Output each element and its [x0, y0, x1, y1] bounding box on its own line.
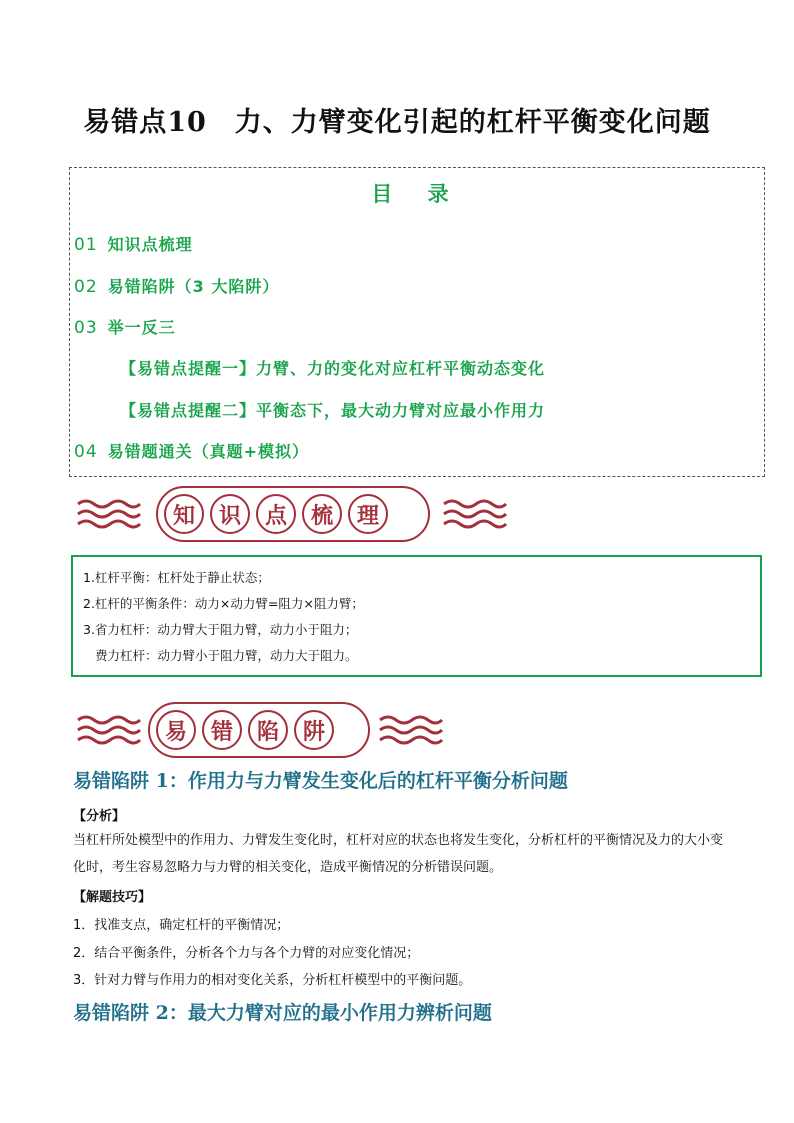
trap-1-title: 易错陷阱 1：作用力与力臂发生变化后的杠杆平衡分析问题 [73, 770, 568, 792]
banner-char: 错 [202, 710, 242, 750]
tip-step-2: 2．结合平衡条件，分析各个力与各个力臂的对应变化情况； [73, 946, 420, 961]
knowledge-line-4: 费力杠杆：动力臂小于阻力臂，动力大于阻力。 [95, 648, 358, 663]
toc-item-03[interactable]: 03 举一反三 [74, 318, 176, 338]
toc-item-01[interactable]: 01 知识点梳理 [74, 235, 193, 255]
analysis-paragraph: 当杠杆所处模型中的作用力、力臂发生变化时，杠杆对应的状态也将发生变化，分析杠杆的平衡情况及力的大小变化时，考生容易忽略力与力臂的相关变化，造成平衡情况的分析错误问题。 [73, 833, 724, 875]
trap-2-title: 易错陷阱 2：最大力臂对应的最小作用力辨析问题 [73, 1002, 492, 1024]
knowledge-summary-box [71, 555, 762, 677]
tips-label: 【解题技巧】 [73, 890, 152, 905]
banner-char: 理 [348, 494, 388, 534]
banner-char: 梳 [302, 494, 342, 534]
toc-subitem-reminder-1[interactable]: 【易错点提醒一】力臂、力的变化对应杠杆平衡动态变化 [120, 359, 546, 378]
banner-char: 易 [156, 710, 196, 750]
banner-char: 陷 [248, 710, 288, 750]
left-wave-icon [76, 702, 142, 758]
right-wave-icon [378, 702, 444, 758]
knowledge-line-3: 3.省力杠杆：动力臂大于阻力臂，动力小于阻力； [83, 622, 358, 637]
knowledge-line-1: 1.杠杆平衡：杠杆处于静止状态； [83, 570, 270, 585]
traps-banner-chars [156, 702, 334, 750]
title-prefix: 易错点10 [83, 107, 207, 138]
traps-banner [76, 702, 716, 762]
knowledge-banner [76, 486, 716, 546]
knowledge-banner-chars [164, 486, 388, 534]
banner-char: 知 [164, 494, 204, 534]
title-main: 力、力臂变化引起的杠杆平衡变化问题 [234, 107, 711, 138]
toc-item-04[interactable]: 04 易错题通关（真题+模拟） [74, 442, 310, 462]
left-wave-icon [76, 486, 142, 542]
toc-item-02[interactable]: 02 易错陷阱（3 大陷阱） [74, 277, 280, 297]
knowledge-line-2: 2.杠杆的平衡条件：动力×动力臂=阻力×阻力臂； [83, 596, 364, 611]
analysis-label: 【分析】 [73, 809, 126, 824]
tip-step-1: 1．找准支点，确定杠杆的平衡情况； [73, 918, 290, 933]
banner-char: 点 [256, 494, 296, 534]
right-wave-icon [442, 486, 508, 542]
table-of-contents [69, 167, 765, 477]
toc-heading: 目 录 [371, 182, 463, 206]
page-title [0, 100, 794, 139]
toc-subitem-reminder-2[interactable]: 【易错点提醒二】平衡态下，最大动力臂对应最小作用力 [120, 401, 546, 420]
tip-step-3: 3．针对力臂与作用力的相对变化关系，分析杠杆模型中的平衡问题。 [73, 973, 472, 988]
banner-char: 识 [210, 494, 250, 534]
banner-char: 阱 [294, 710, 334, 750]
